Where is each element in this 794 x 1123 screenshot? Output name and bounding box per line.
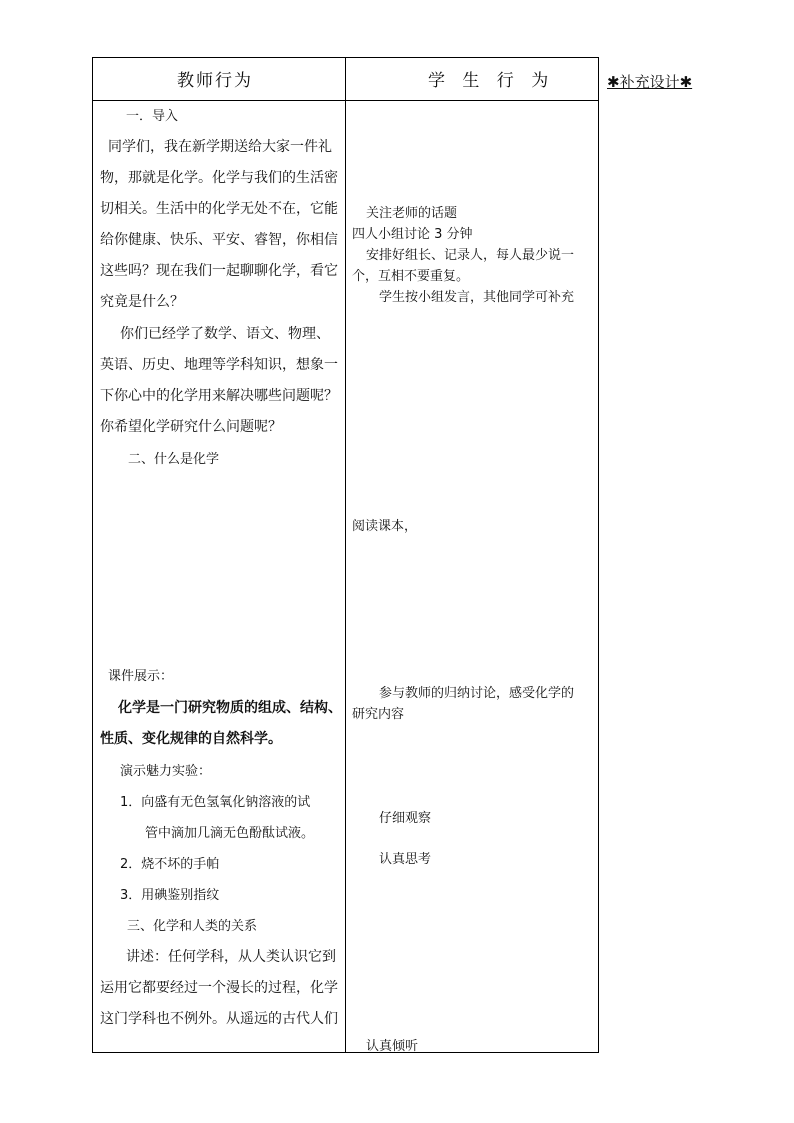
student-read-textbook: 阅读课本， bbox=[352, 519, 418, 534]
demo-experiments-title: 演示魅力实验： bbox=[120, 764, 212, 779]
section-what-is-chemistry-title: 二、什么是化学 bbox=[128, 452, 220, 467]
student-summary-line: 研究内容 bbox=[352, 707, 405, 722]
student-activity-line: 个，互相不要重复。 bbox=[352, 269, 470, 284]
student-activity-line: 关注老师的话题 bbox=[366, 206, 458, 221]
section-chemistry-and-humans-title: 三、化学和人类的关系 bbox=[127, 919, 258, 934]
subjects-paragraph-line: 你希望化学研究什么问题呢？ bbox=[100, 419, 282, 435]
subjects-paragraph-line: 下你心中的化学用来解决哪些问题呢？ bbox=[100, 388, 338, 404]
student-observe: 仔细观察 bbox=[379, 811, 432, 826]
student-activity-line: 学生按小组发言，其他同学可补充 bbox=[379, 290, 575, 305]
intro-paragraph-line: 切相关。生活中的化学无处不在，它能 bbox=[100, 201, 338, 217]
supplement-design-label: ✱补充设计✱ bbox=[607, 73, 693, 91]
experiment-2: 2．烧不坏的手帕 bbox=[120, 857, 220, 872]
column-divider bbox=[345, 58, 346, 1052]
intro-paragraph-line: 究竟是什么？ bbox=[100, 294, 184, 310]
student-activity-line: 四人小组讨论 3 分钟 bbox=[352, 227, 473, 242]
student-column-header: 学 生 行 为 bbox=[428, 71, 555, 91]
courseware-label: 课件展示： bbox=[108, 669, 174, 684]
intro-paragraph-line: 这些吗？现在我们一起聊聊化学，看它 bbox=[100, 263, 338, 279]
student-activity-line: 安排好组长、记录人，每人最少说一 bbox=[366, 248, 575, 263]
section-intro-title: 一．导入 bbox=[126, 109, 179, 124]
experiment-1-line: 1．向盛有无色氢氧化钠溶液的试 bbox=[120, 795, 311, 810]
intro-paragraph-line: 物，那就是化学。化学与我们的生活密 bbox=[100, 170, 338, 186]
intro-paragraph-line: 给你健康、快乐、平安、睿智，你相信 bbox=[100, 232, 338, 248]
subjects-paragraph-line: 你们已经学了数学、语文、物理、 bbox=[120, 326, 330, 342]
subjects-paragraph-line: 英语、历史、地理等学科知识，想象一 bbox=[100, 357, 338, 373]
experiment-3: 3．用碘鉴别指纹 bbox=[120, 888, 220, 903]
history-paragraph-line: 这门学科也不例外。从遥远的古代人们 bbox=[100, 1011, 338, 1027]
student-think: 认真思考 bbox=[379, 852, 432, 867]
student-summary-line: 参与教师的归纳讨论，感受化学的 bbox=[379, 686, 575, 701]
chemistry-definition-line: 化学是一门研究物质的组成、结构、 bbox=[118, 700, 342, 716]
history-paragraph-line: 讲述：任何学科，从人类认识它到 bbox=[126, 949, 336, 965]
intro-paragraph-line: 同学们，我在新学期送给大家一件礼 bbox=[108, 139, 332, 155]
chemistry-definition-line: 性质、变化规律的自然科学。 bbox=[100, 731, 282, 747]
student-listen: 认真倾听 bbox=[366, 1039, 419, 1054]
history-paragraph-line: 运用它都要经过一个漫长的过程，化学 bbox=[100, 980, 338, 996]
experiment-1-line: 管中滴加几滴无色酚酞试液。 bbox=[145, 826, 315, 841]
teacher-column-header: 教师行为 bbox=[177, 71, 253, 91]
